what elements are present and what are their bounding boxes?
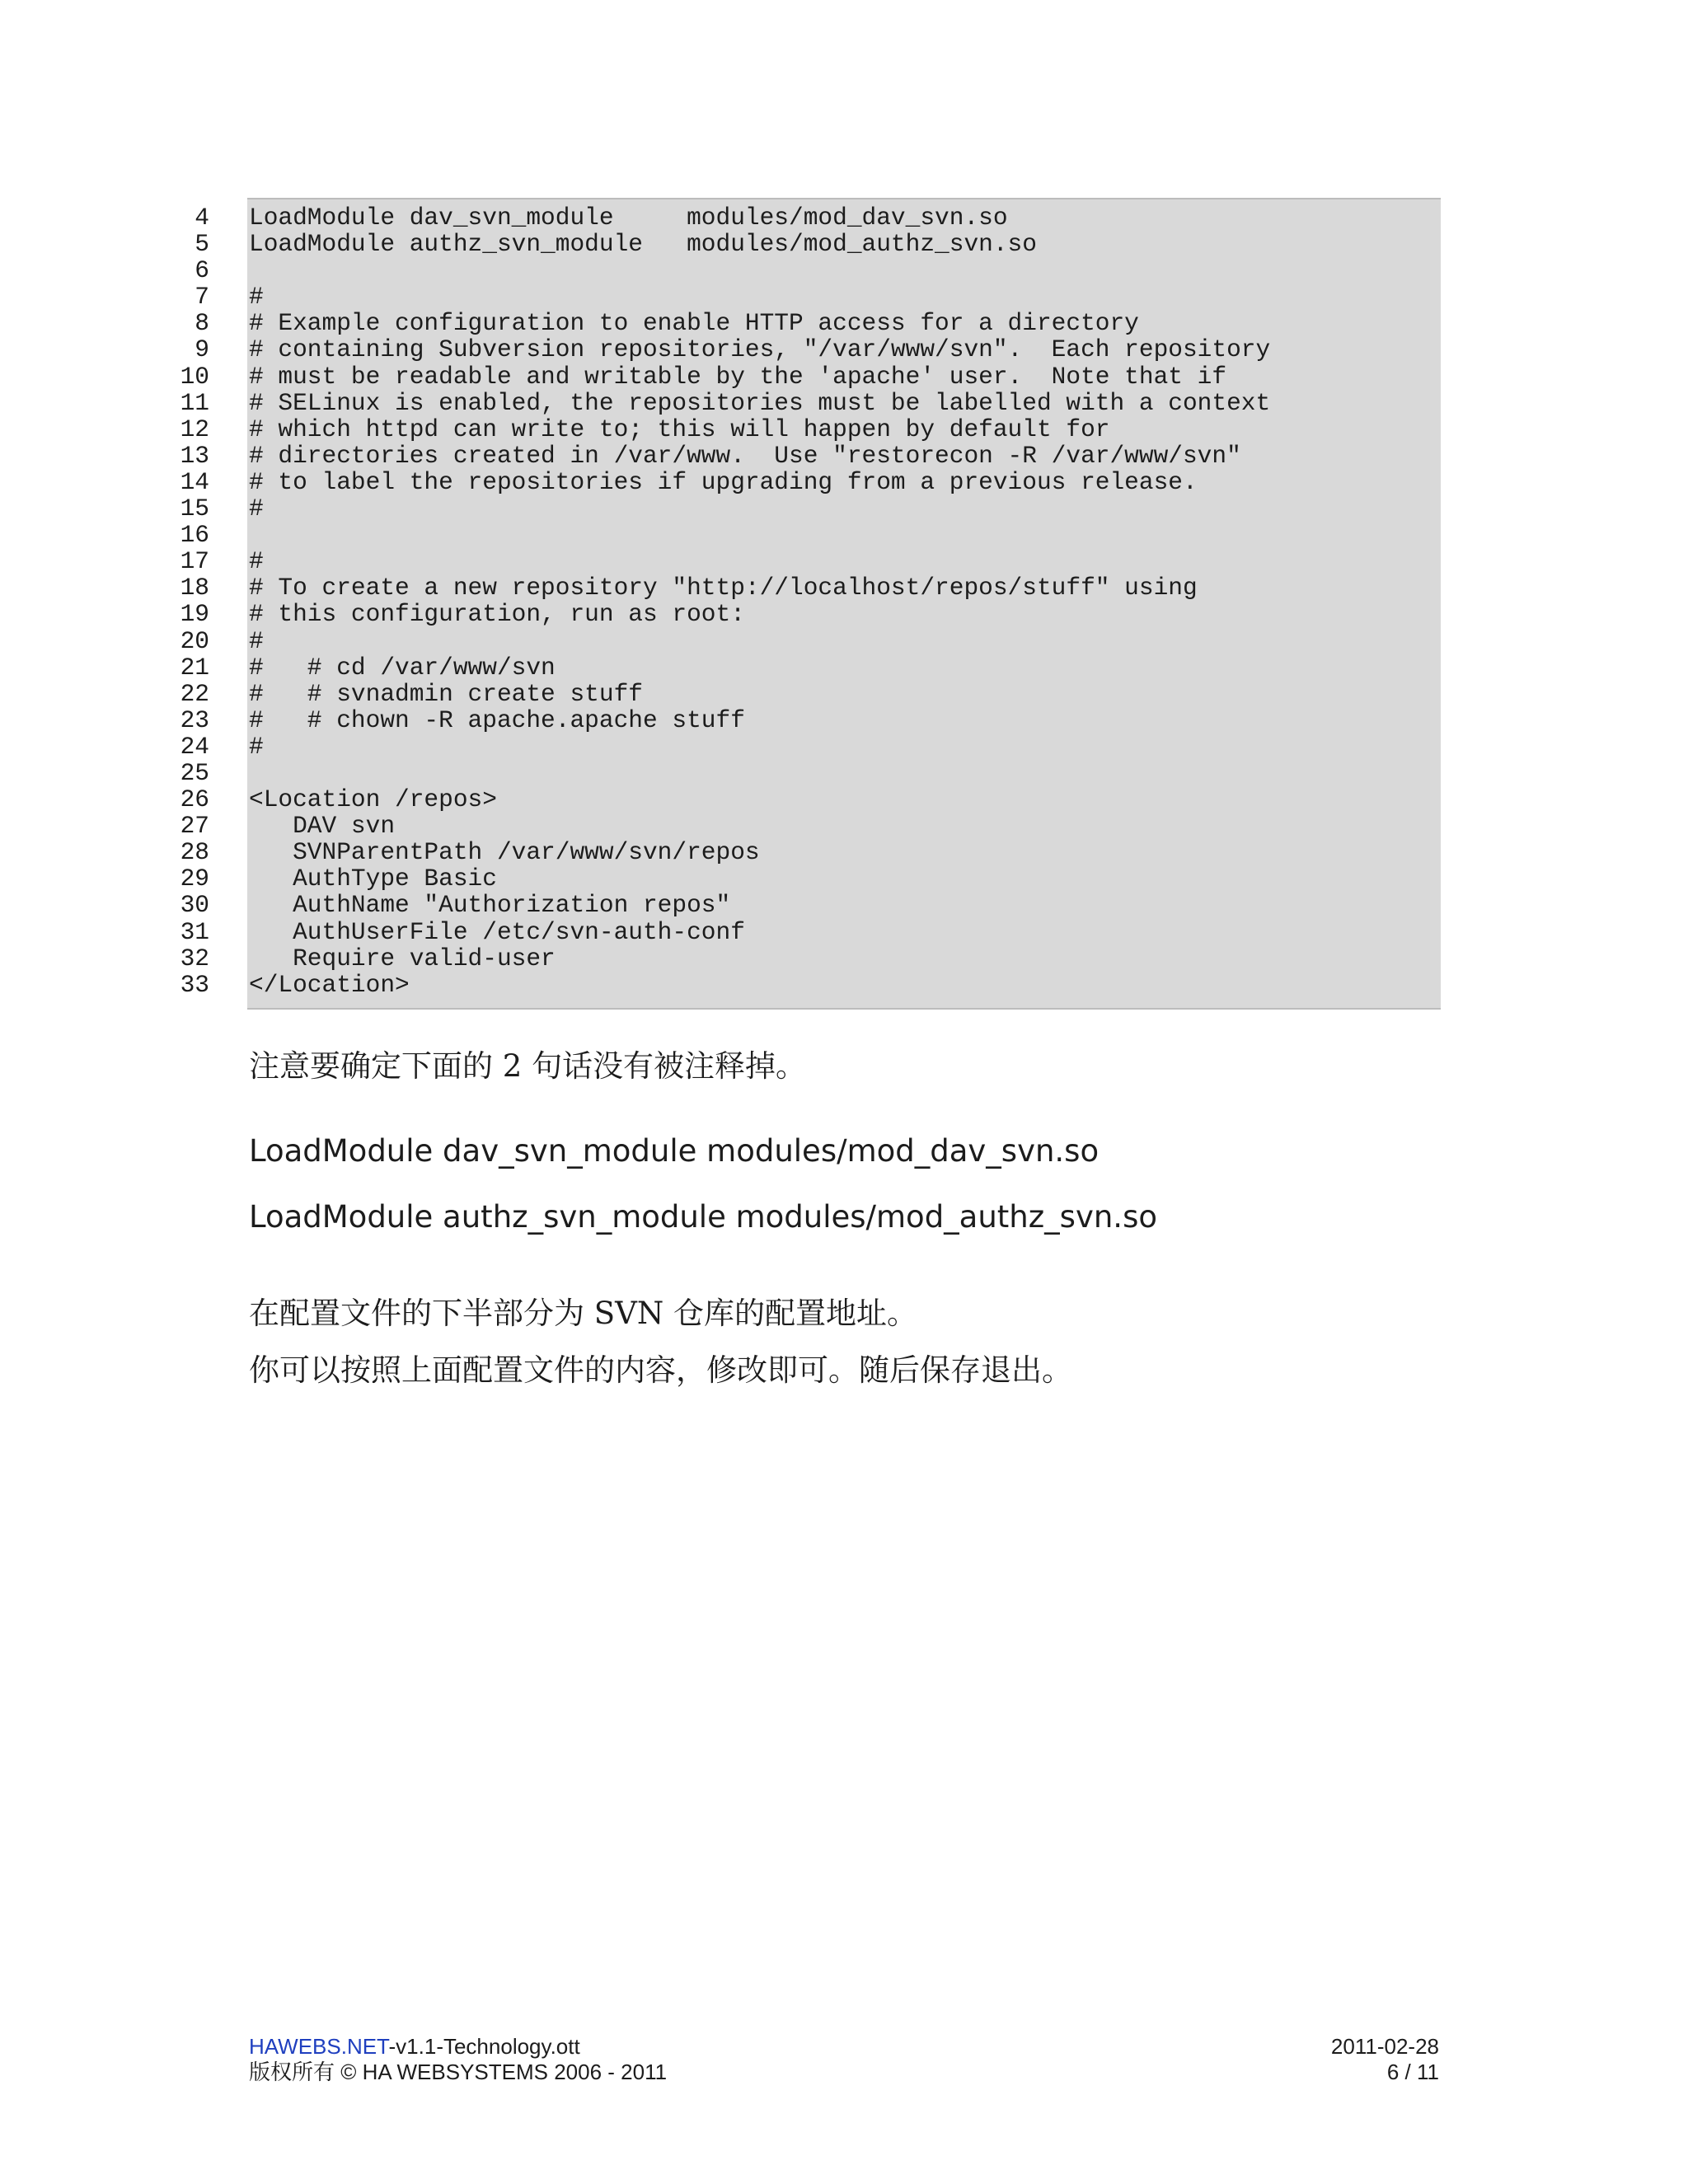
line-number: 9 xyxy=(195,335,209,364)
code-line: SVNParentPath /var/www/svn/repos xyxy=(249,838,760,867)
code-line: # xyxy=(249,626,264,655)
footer-doc-suffix: -v1.1-Technology.ott xyxy=(388,2034,580,2059)
line-number: 26 xyxy=(180,785,209,814)
line-number: 27 xyxy=(180,812,209,841)
line-number: 23 xyxy=(180,705,209,734)
line-number: 5 xyxy=(195,230,209,259)
code-line: # # cd /var/www/svn xyxy=(249,653,556,682)
line-number: 22 xyxy=(180,679,209,708)
line-number: 11 xyxy=(180,388,209,417)
line-number: 19 xyxy=(180,600,209,629)
line-number: 15 xyxy=(180,494,209,523)
footer-link[interactable]: HAWEBS.NET xyxy=(249,2034,389,2059)
code-line xyxy=(249,257,1270,284)
line-number: 4 xyxy=(195,204,209,232)
line-number: 32 xyxy=(180,944,209,972)
code-lines xyxy=(249,204,1270,998)
note-paragraph: 注意要确定下面的 2 句话没有被注释掉。 xyxy=(249,1048,807,1084)
line-number-gutter xyxy=(176,204,209,998)
code-listing xyxy=(176,198,1441,1010)
config-location-paragraph: 在配置文件的下半部分为 SVN 仓库的配置地址。 xyxy=(249,1296,917,1331)
code-line: # containing Subversion repositories, "/var/www/svn". Each repository xyxy=(249,335,1271,364)
code-line: # xyxy=(249,494,264,523)
line-number: 10 xyxy=(180,362,209,391)
footer-date: 2011-02-28 xyxy=(1330,2034,1439,2059)
code-line: # which httpd can write to; this will happen by default for xyxy=(249,415,1110,443)
line-number: 17 xyxy=(180,547,209,576)
code-line: # xyxy=(249,547,264,576)
footer-right xyxy=(1331,2034,1439,2085)
module-line-authz-svn: LoadModule authz_svn_module modules/mod_authz_svn.so xyxy=(249,1199,1157,1235)
line-number: 12 xyxy=(180,415,209,443)
line-number: 8 xyxy=(195,309,209,338)
code-line: LoadModule authz_svn_module modules/mod_authz_svn.so xyxy=(249,230,1037,259)
module-line-dav-svn: LoadModule dav_svn_module modules/mod_dav_svn.so xyxy=(249,1133,1100,1169)
code-line: # # svnadmin create stuff xyxy=(249,679,643,708)
code-line: Require valid-user xyxy=(249,944,556,972)
save-instruction-paragraph: 你可以按照上面配置文件的内容，修改即可。随后保存退出。 xyxy=(249,1352,1072,1388)
code-line: # SELinux is enabled, the repositories must be labelled with a context xyxy=(249,388,1271,417)
code-line: # xyxy=(249,732,264,761)
code-line: AuthType Basic xyxy=(249,865,497,893)
code-line: LoadModule dav_svn_module modules/mod_dav_svn.so xyxy=(249,204,1008,232)
line-number: 16 xyxy=(180,521,209,550)
code-line xyxy=(249,522,1270,548)
code-line xyxy=(249,760,1270,786)
line-number: 14 xyxy=(180,467,209,496)
footer-document-name xyxy=(249,2034,667,2060)
code-line: DAV svn xyxy=(249,812,396,841)
code-line: </Location> xyxy=(249,970,410,999)
code-line: AuthUserFile /etc/svn-auth-conf xyxy=(249,917,745,946)
line-number: 25 xyxy=(180,758,209,787)
line-number: 33 xyxy=(180,970,209,999)
code-line: # Example configuration to enable HTTP access for a directory xyxy=(249,309,1139,338)
line-number: 6 xyxy=(195,256,209,285)
line-number: 18 xyxy=(180,574,209,602)
footer-page-number: 6 / 11 xyxy=(1386,2060,1439,2084)
line-number: 7 xyxy=(195,283,209,312)
footer-left xyxy=(249,2034,667,2085)
line-number: 24 xyxy=(180,732,209,761)
code-line: # directories created in /var/www. Use "restorecon -R /var/www/svn" xyxy=(249,441,1241,470)
code-line: # this configuration, run as root: xyxy=(249,600,745,629)
code-line: # To create a new repository "http://localhost/repos/stuff" using xyxy=(249,574,1198,602)
line-number: 29 xyxy=(180,865,209,893)
line-number: 21 xyxy=(180,653,209,682)
line-number: 20 xyxy=(180,626,209,655)
code-line: # # chown -R apache.apache stuff xyxy=(249,705,745,734)
code-line: AuthName "Authorization repos" xyxy=(249,891,731,920)
line-number: 30 xyxy=(180,891,209,920)
code-line: # to label the repositories if upgrading from a previous release. xyxy=(249,467,1198,496)
code-line: # xyxy=(249,283,264,312)
code-line: # must be readable and writable by the 'apache' user. Note that if xyxy=(249,362,1227,391)
footer-copyright: 版权所有 © HA WEBSYSTEMS 2006 - 2011 xyxy=(249,2060,668,2084)
line-number: 28 xyxy=(180,838,209,867)
line-number: 13 xyxy=(180,441,209,470)
code-line: <Location /repos> xyxy=(249,785,497,814)
line-number: 31 xyxy=(180,917,209,946)
